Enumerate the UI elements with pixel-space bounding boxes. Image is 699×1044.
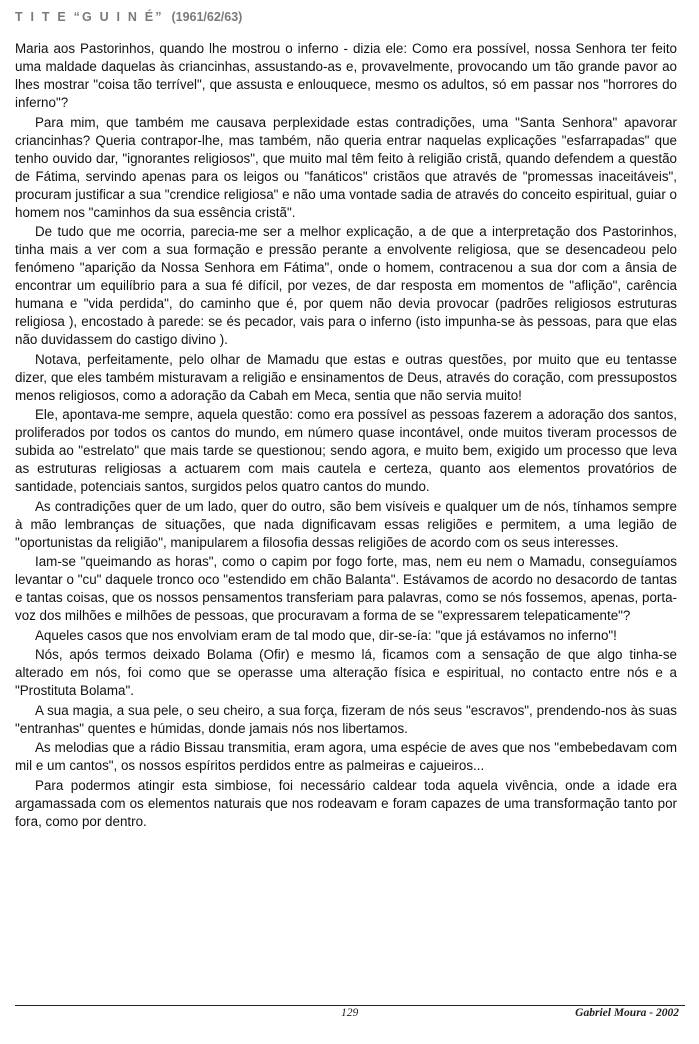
paragraph: As melodias que a rádio Bissau transmitia, eram agora, uma espécie de aves que nos "embebedavam com mil e um cantos", os nossos espíritos perdidos entre as palmeiras e cajueiros... (15, 740, 677, 773)
paragraph: Notava, perfeitamente, pelo olhar de Mamadu que estas e outras questões, por muito que eu tentasse dizer, que eles também misturavam a religião e ensinamentos de Deus, através do coração, com pressupostos menos religiosos, como a adoração da Cabah em Meca, sentia que não servia muito! (15, 351, 677, 403)
paragraph: Maria aos Pastorinhos, quando lhe mostrou o inferno - dizia ele: Como era possível, nossa Senhora ter feito uma maldade daquelas às criancinhas, assustando-as e, provavelmente, provocando um tão grande pavor ao lhes mostrar "coisa tão terrível", que assusta e enlouquece, mesmo os adultos, só em passar nos "horrores do inferno"? (15, 41, 677, 110)
header-title: T I T E “G U I N É” (15, 10, 164, 24)
paragraph: As contradições quer de um lado, quer do outro, são bem visíveis e qualquer um de nós, tínhamos sempre à mão lembranças de situações, que nada dignificavam essas religiões e permitem, a uma legião de "oportunistas da religião", manipularem a filosofia dessas religiões de acordo com os seus interesses. (15, 498, 677, 550)
paragraph: Para podermos atingir esta simbiose, foi necessário caldear toda aquela vivência, onde a idade era argamassada com os elementos naturais que nos rodeavam e foram capazes de uma transformação tanto por fora, como por dentro. (15, 777, 677, 829)
footer-divider (15, 1005, 685, 1006)
body-text (15, 40, 677, 832)
paragraph: Nós, após termos deixado Bolama (Ofir) e mesmo lá, ficamos com a sensação de que algo tinha-se alterado em nós, foi como que se operasse uma alteração física e espiritual, no contacto entre nós e a "Prostituta Bolama". (15, 647, 677, 698)
header-years: (1961/62/63) (171, 10, 243, 24)
paragraph: De tudo que me ocorria, parecia-me ser a melhor explicação, a de que a interpretação dos Pastorinhos, tinha mais a ver com a sua formação e pressão perante a envolvente religiosa, que se desencadeou pelo fenómeno "aparição da Nossa Senhora em Fátima", onde o homem, contracenou a sua dor com a ânsia de encontrar um equilíbrio para a sua fé difícil, por vezes, de dar resposta em momentos de "aflição", carência humana e "vida perdida", do caminho que é, por quem não devia provocar (padrões religiosos estruturas religiosa ), encostado à parede: se és pecador, vais para o inferno (isto impunha-se às pessoas, para que elas não duvidassem do castigo divino ). (15, 224, 677, 347)
page-number: 129 (341, 1007, 359, 1019)
paragraph: Para mim, que também me causava perplexidade estas contradições, uma "Santa Senhora" apavorar criancinhas? Queria contrapor-lhe, mas também, não queria entrar naquelas explicações "esfarrapadas" que tenho ouvido dar, "ignorantes religiosos", que muito mal têm feito à religião cristã, quando defendem a questão de Fátima, servindo apenas para os leigos ou "fanáticos" cristãos que através de "promessas inaceitáveis", procuram justificar a sua "crendice religiosa" e não uma vontade sadia de através do conceito espiritual, guiar o homem nos "caminhos da sua essência cristã". (15, 114, 677, 220)
paragraph: Ele, apontava-me sempre, aquela questão: como era possível as pessoas fazerem a adoração dos santos, proliferados por todos os cantos do mundo, em número quase incontável, onde muitos tiveram processos de subida ao "estrelato" que mais tarde se questionou; sendo agora, e muito bem, exigido um processo que leva as estruturas religiosas a actuarem com mais cautela e certeza, quanto aos elementos provatórios de santidade, potenciais santos, surgidos pelos quatro cantos do mundo. (15, 407, 677, 494)
paragraph: Iam-se "queimando as horas", como o capim por fogo forte, mas, nem eu nem o Mamadu, conseguíamos levantar o "cu" daquele tronco oco "estendido em chão Balanta". Estávamos de acordo no desacordo de tantas e tantas coisas, que os nossos pensamentos transferiam para palavras, como se nós fossemos, apenas, porta-voz dos milhões e milhões de pessoas, que procuravam a forma de se "expressarem telepaticamente"? (15, 554, 677, 623)
running-header (15, 10, 242, 24)
footer-author: Gabriel Moura - 2002 (575, 1007, 679, 1019)
paragraph: Aqueles casos que nos envolviam eram de tal modo que, dir-se-ía: "que já estávamos no inferno"! (35, 627, 617, 643)
paragraph: A sua magia, a sua pele, o seu cheiro, a sua força, fizeram de nós seus "escravos", prendendo-nos às suas "entranhas" quentes e húmidas, donde jamais nós nos libertamos. (15, 702, 677, 736)
